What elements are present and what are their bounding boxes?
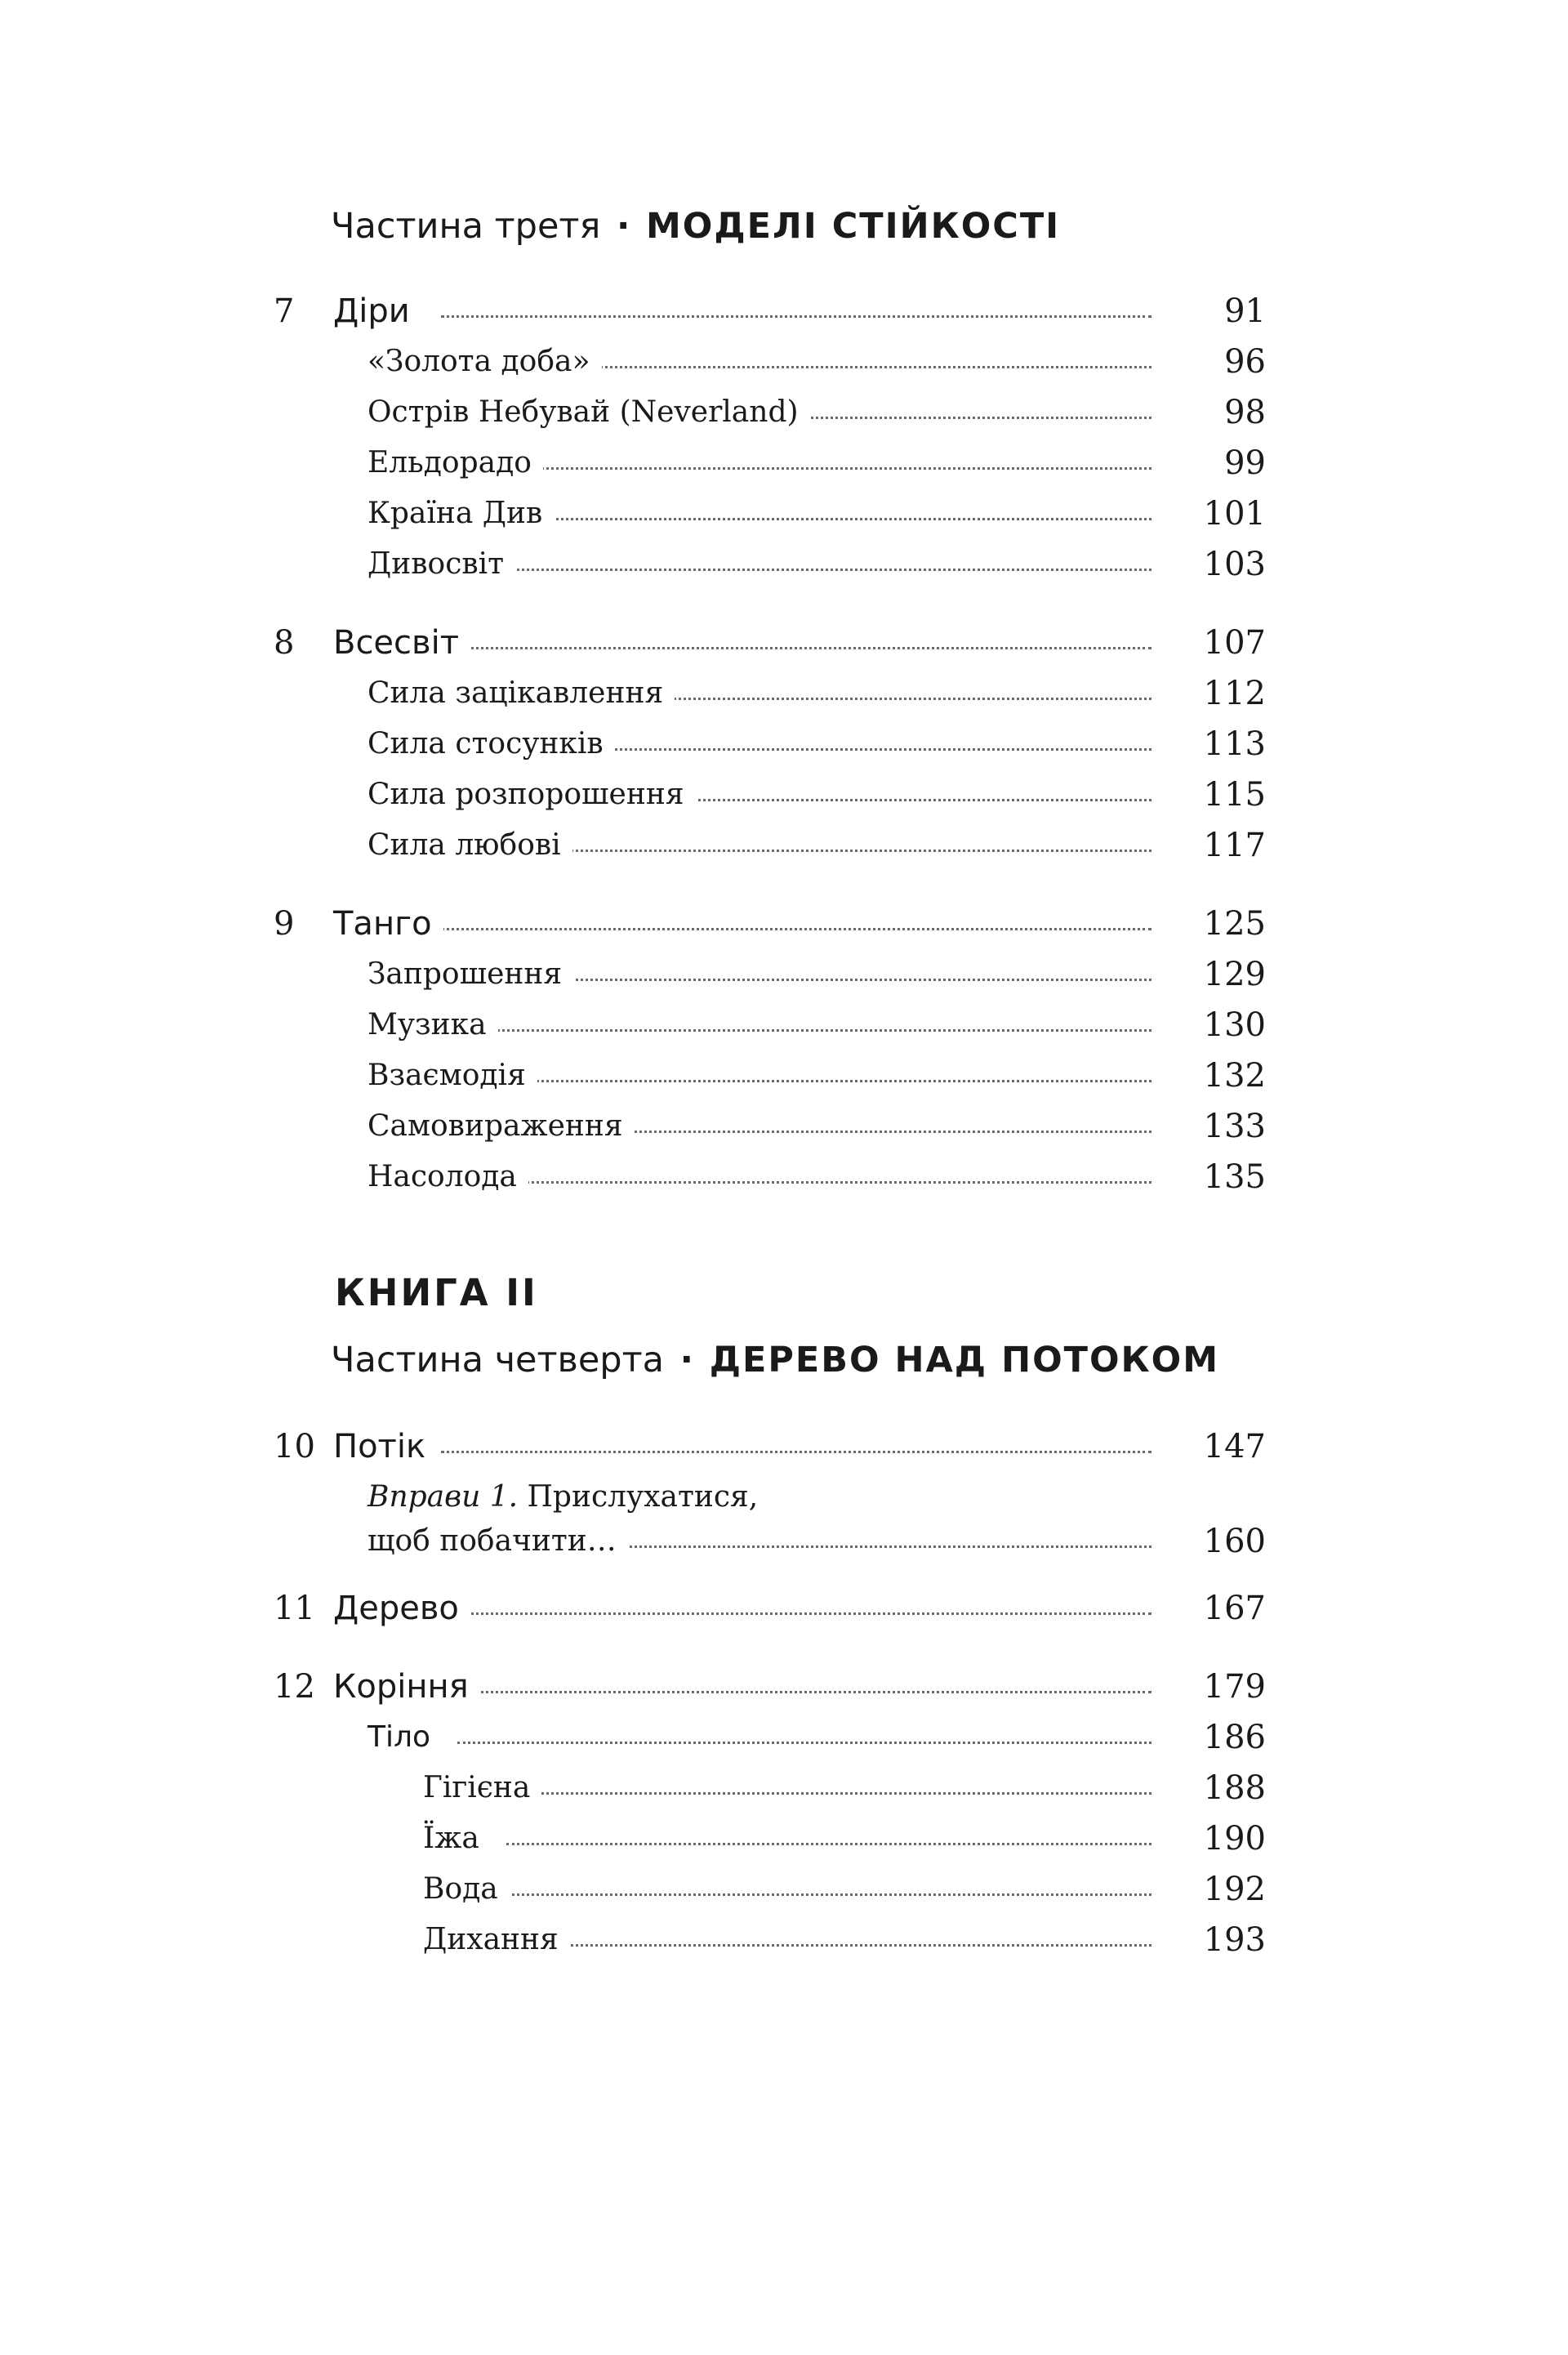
toc-section-row[interactable] xyxy=(0,1516,1568,1567)
page-number: 113 xyxy=(1203,725,1266,763)
chapter-title: Дерево xyxy=(333,1583,470,1634)
toc-section-row[interactable] xyxy=(0,1050,1568,1101)
page-number: 160 xyxy=(1203,1523,1266,1560)
dot-leader xyxy=(457,467,1152,470)
page-number: 117 xyxy=(1203,827,1266,864)
dot-leader xyxy=(441,928,1152,930)
page-number: 167 xyxy=(1203,1590,1266,1627)
toc-section-row[interactable] xyxy=(0,488,1568,539)
part-label: Частина четверта xyxy=(331,1340,664,1380)
section-title: Сила зацікавлення xyxy=(368,668,675,719)
toc-section-row[interactable] xyxy=(0,1000,1568,1050)
subsection-title: Вода xyxy=(423,1864,510,1915)
chapter-title: Танго xyxy=(333,899,443,949)
page-number: 147 xyxy=(1203,1428,1266,1465)
chapter-number: 11 xyxy=(274,1590,315,1627)
toc-chapter-row[interactable] xyxy=(0,899,1568,949)
toc-subsection-row[interactable] xyxy=(0,1864,1568,1915)
page-number: 96 xyxy=(1224,343,1266,381)
book-heading: КНИГА II xyxy=(335,1271,538,1314)
toc-section-row[interactable] xyxy=(0,949,1568,1000)
page-number: 99 xyxy=(1224,444,1266,482)
page-number: 115 xyxy=(1203,776,1266,814)
page-number: 133 xyxy=(1203,1108,1266,1145)
dot-leader xyxy=(457,1029,1152,1032)
toc-chapter-row[interactable] xyxy=(0,286,1568,337)
page-number: 186 xyxy=(1203,1719,1266,1756)
dot-leader xyxy=(457,1080,1152,1082)
page-number: 179 xyxy=(1203,1668,1266,1706)
dot-leader xyxy=(441,1691,1152,1693)
exercise-title-continued: щоб побачити… xyxy=(368,1516,628,1567)
page-number: 98 xyxy=(1224,394,1266,431)
part-title: МОДЕЛІ СТІЙКОСТІ xyxy=(646,206,1061,247)
section-title: Сила розпорошення xyxy=(368,769,696,820)
dot-leader xyxy=(441,315,1152,318)
chapter-title: Коріння xyxy=(333,1661,480,1712)
toc-section-row[interactable] xyxy=(0,820,1568,871)
page-number: 190 xyxy=(1203,1820,1266,1858)
toc-section-row[interactable] xyxy=(0,337,1568,387)
chapter-number: 9 xyxy=(274,905,295,943)
toc-subsection-row[interactable] xyxy=(0,1813,1568,1864)
page-number: 193 xyxy=(1203,1921,1266,1959)
chapter-title: Всесвіт xyxy=(333,618,470,668)
toc-section-row[interactable] xyxy=(0,438,1568,488)
toc-chapter-row[interactable] xyxy=(0,1421,1568,1472)
toc-section-row[interactable] xyxy=(0,1101,1568,1152)
page-number: 188 xyxy=(1203,1769,1266,1807)
toc-section-row[interactable] xyxy=(0,769,1568,820)
page-number: 129 xyxy=(1203,956,1266,993)
dot-leader xyxy=(506,1944,1152,1947)
part-heading xyxy=(331,1340,1219,1380)
subsection-title: Гігієна xyxy=(423,1763,541,1813)
section-title: «Золота доба» xyxy=(368,337,602,387)
chapter-number: 12 xyxy=(274,1668,315,1706)
page-number: 112 xyxy=(1203,675,1266,712)
exercise-title-line[interactable] xyxy=(368,1472,758,1523)
section-title: Ельдорадо xyxy=(368,438,543,488)
toc-chapter-row[interactable] xyxy=(0,618,1568,668)
toc-section-row[interactable] xyxy=(0,719,1568,769)
separator-dot: · xyxy=(616,206,630,247)
toc-subsection-row[interactable] xyxy=(0,1763,1568,1813)
subsection-title: Дихання xyxy=(423,1915,570,1965)
toc-chapter-row[interactable] xyxy=(0,1583,1568,1634)
subsection-title: Їжа xyxy=(423,1813,491,1864)
page-number: 103 xyxy=(1203,546,1266,583)
toc-chapter-row[interactable] xyxy=(0,1661,1568,1712)
dot-leader xyxy=(441,647,1152,649)
chapter-number: 10 xyxy=(274,1428,315,1465)
page-number: 130 xyxy=(1203,1006,1266,1044)
dot-leader xyxy=(457,518,1152,520)
page-number: 101 xyxy=(1203,495,1266,533)
page-number: 125 xyxy=(1203,905,1266,943)
chapter-title: Діри xyxy=(333,286,421,337)
section-title: Запрошення xyxy=(368,949,573,1000)
dot-leader xyxy=(506,1792,1152,1795)
section-title: Взаємодія xyxy=(368,1050,537,1101)
page-number: 91 xyxy=(1224,292,1266,330)
toc-subsection-row[interactable] xyxy=(0,1915,1568,1965)
part-heading xyxy=(331,206,1060,247)
section-title: Самовираження xyxy=(368,1101,635,1152)
toc-section-row[interactable] xyxy=(0,387,1568,438)
section-title: Музика xyxy=(368,1000,498,1050)
section-title: Насолода xyxy=(368,1152,528,1202)
dot-leader xyxy=(506,1843,1152,1845)
dot-leader xyxy=(457,1181,1152,1184)
page-number: 192 xyxy=(1203,1871,1266,1908)
toc-section-row[interactable] xyxy=(0,668,1568,719)
dot-leader xyxy=(441,1612,1152,1615)
dot-leader xyxy=(441,1451,1152,1453)
chapter-number: 8 xyxy=(274,624,295,662)
page-number: 135 xyxy=(1203,1158,1266,1196)
section-title: Тіло xyxy=(368,1712,442,1763)
page-number: 132 xyxy=(1203,1057,1266,1095)
part-label: Частина третя xyxy=(331,206,601,247)
chapter-title: Потік xyxy=(333,1421,437,1472)
toc-section-row[interactable] xyxy=(0,1152,1568,1202)
dot-leader xyxy=(457,569,1152,571)
part-title: ДЕРЕВО НАД ПОТОКОМ xyxy=(709,1340,1219,1380)
toc-section-row[interactable] xyxy=(0,539,1568,590)
section-title: Дивосвіт xyxy=(368,539,515,590)
exercise-title: Прислухатися, xyxy=(527,1480,759,1514)
page-number: 107 xyxy=(1203,624,1266,662)
dot-leader xyxy=(506,1893,1152,1896)
dot-leader xyxy=(457,1742,1152,1744)
exercise-prefix: Вправи 1. xyxy=(368,1480,519,1514)
separator-dot: · xyxy=(679,1340,694,1380)
chapter-number: 7 xyxy=(274,292,295,330)
toc-section-row[interactable] xyxy=(0,1712,1568,1763)
section-title: Сила любові xyxy=(368,820,572,871)
section-title: Острів Небувай (Neverland) xyxy=(368,387,810,438)
section-title: Сила стосунків xyxy=(368,719,615,769)
section-title: Країна Див xyxy=(368,488,554,539)
